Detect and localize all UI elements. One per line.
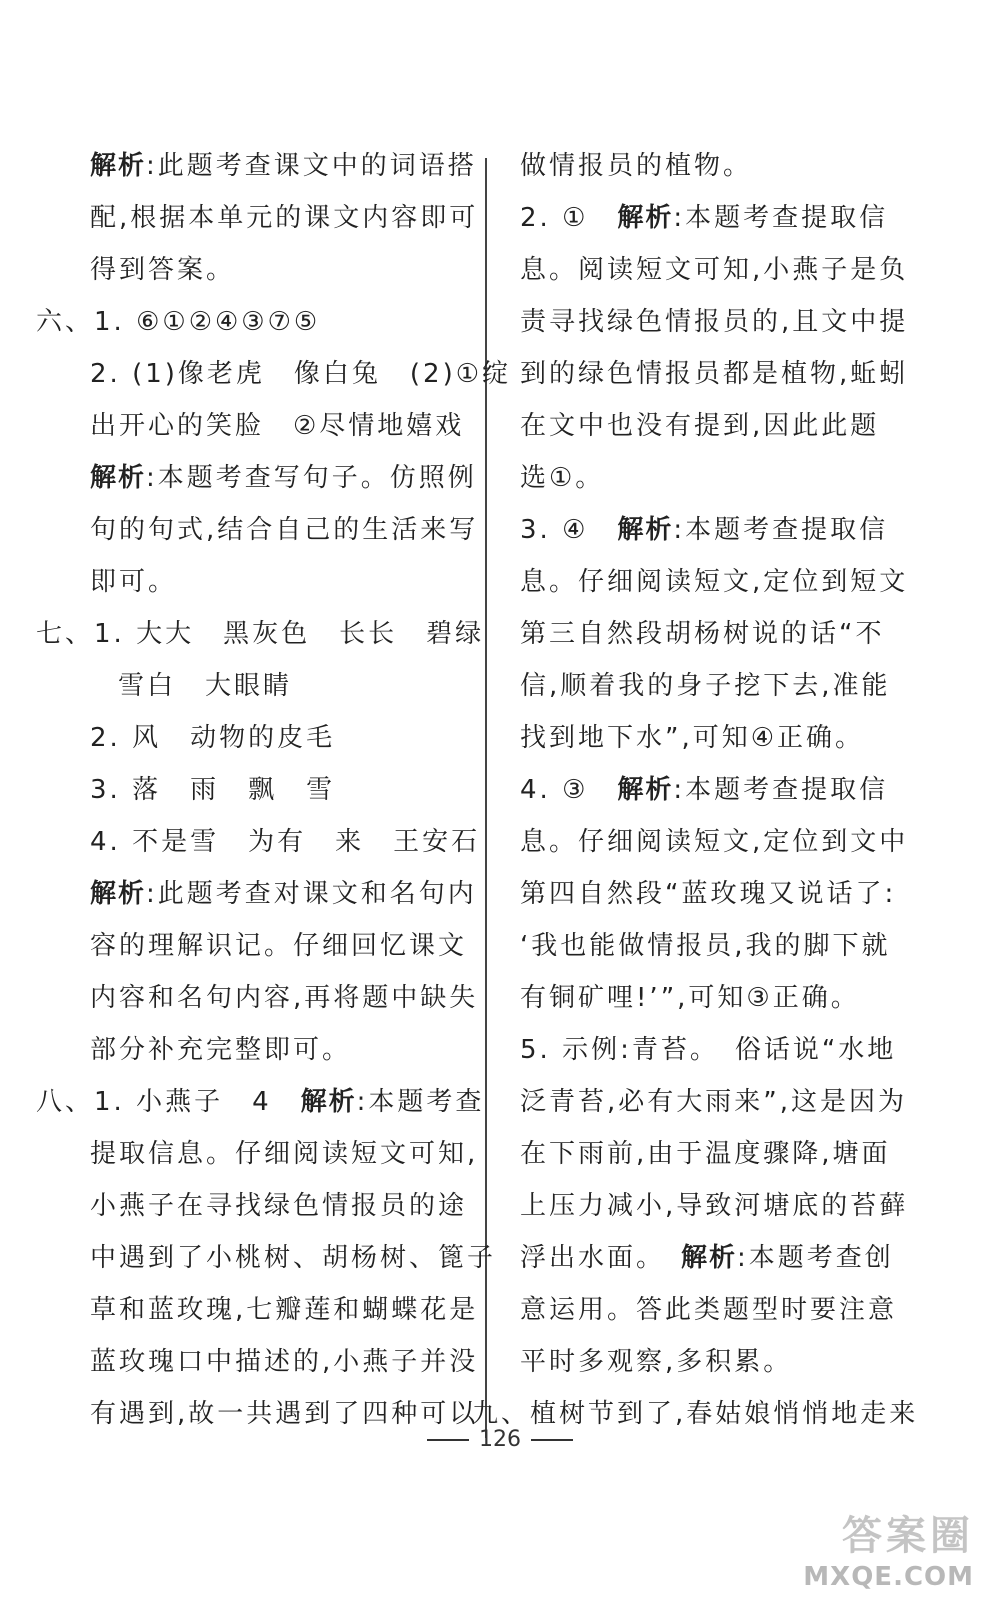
text-line: 第三自然段胡杨树说的话“不 [520,619,885,649]
text-line: 解析:此题考查对课文和名句内 [90,879,477,909]
text-line: 息。仔细阅读短文,定位到短文 [520,567,909,597]
watermark-bottom-text: MXQE.COM [803,1562,974,1592]
text-line: 有遇到,故一共遇到了四种可以 [90,1399,479,1429]
text-line: 第四自然段“蓝玫瑰又说话了: [520,879,897,909]
analysis-label: 解析 [617,515,674,545]
text-line: 即可。 [90,567,178,597]
text-line: 息。阅读短文可知,小燕子是负 [520,255,909,285]
text-line: 4. ③ 解析:本题考查提取信 [520,775,889,805]
text-line: 得到答案。 [90,255,236,285]
dash-right [531,1439,573,1441]
text-line: 选①。 [520,463,605,493]
text-line: 内容和名句内容,再将题中缺失 [90,983,479,1013]
text-line: 配,根据本单元的课文内容即可 [90,203,479,233]
dash-left [427,1439,469,1441]
question-heading: 六、1. ⑥①②④③⑦⑤ [36,307,321,337]
text-line: 中遇到了小桃树、胡杨树、篦子 [90,1243,497,1273]
text-line: 有铜矿哩!’”,可知③正确。 [520,983,860,1013]
analysis-label: 解析 [617,775,674,805]
question-heading: 七、1. 大大 黑灰色 长长 碧绿 [36,619,485,649]
text-line: 雪白 大眼睛 [118,671,293,701]
text-line: 上压力减小,导致河塘底的苔藓 [520,1191,909,1221]
text-line: 信,顺着我的身子挖下去,准能 [520,671,891,701]
text-line: 提取信息。仔细阅读短文可知, [90,1139,479,1169]
text-line: 部分补充完整即可。 [90,1035,352,1065]
text-line: 4. 不是雪 为有 来 王安石 [90,827,481,857]
text-line: 息。仔细阅读短文,定位到文中 [520,827,909,857]
question-heading: 九、植树节到了,春姑娘悄悄地走来 [472,1399,919,1429]
analysis-label: 解析 [90,879,147,909]
text-line: 平时多观察,多积累。 [520,1347,793,1377]
analysis-label: 解析 [90,463,147,493]
watermark-top-text: 答案圈 [842,1513,974,1559]
analysis-label: 解析 [90,151,147,181]
analysis-label: 解析 [681,1243,738,1273]
text-line: 5. 示例:青苔。 俗话说“水地 [520,1035,897,1065]
page-number: 126 [479,1427,521,1452]
text-line: 出开心的笑脸 ②尽情地嬉戏 [90,411,465,441]
text-line: 解析:此题考查课文中的词语搭 [90,151,477,181]
text-line: 草和蓝玫瑰,七瓣莲和蝴蝶花是 [90,1295,479,1325]
text-line: 解析:本题考查写句子。仿照例 [90,463,477,493]
analysis-label: 解析 [300,1087,357,1117]
text-line: 在下雨前,由于温度骤降,塘面 [520,1139,891,1169]
text-line: 蓝玫瑰口中描述的,小燕子并没 [90,1347,479,1377]
text-line: 句的句式,结合自己的生活来写 [90,515,479,545]
text-line: 意运用。答此类题型时要注意 [520,1295,898,1325]
text-line: 2. 风 动物的皮毛 [90,723,336,753]
text-line: 3. ④ 解析:本题考查提取信 [520,515,889,545]
analysis-label: 解析 [617,203,674,233]
text-line: 2. (1)像老虎 像白兔 (2)①绽 [90,359,512,389]
text-line: 到的绿色情报员都是植物,蚯蚓 [520,359,909,389]
text-line: 做情报员的植物。 [520,151,753,181]
page-number-footer [0,1425,1000,1455]
text-line: 在文中也没有提到,因此此题 [520,411,880,441]
text-line: 找到地下水”,可知④正确。 [520,723,865,753]
text-line: ‘我也能做情报员,我的脚下就 [520,931,891,961]
text-line: 2. ① 解析:本题考查提取信 [520,203,889,233]
watermark-logo [782,1514,982,1592]
question-heading: 八、1. 小燕子 4 解析:本题考查 [36,1087,485,1117]
text-line: 责寻找绿色情报员的,且文中提 [520,307,909,337]
text-line: 泛青苔,必有大雨来”,这是因为 [520,1087,907,1117]
text-line: 容的理解识记。仔细回忆课文 [90,931,468,961]
text-line: 浮出水面。 解析:本题考查创 [520,1243,894,1273]
text-line: 3. 落 雨 飘 雪 [90,775,336,805]
text-line: 小燕子在寻找绿色情报员的途 [90,1191,468,1221]
